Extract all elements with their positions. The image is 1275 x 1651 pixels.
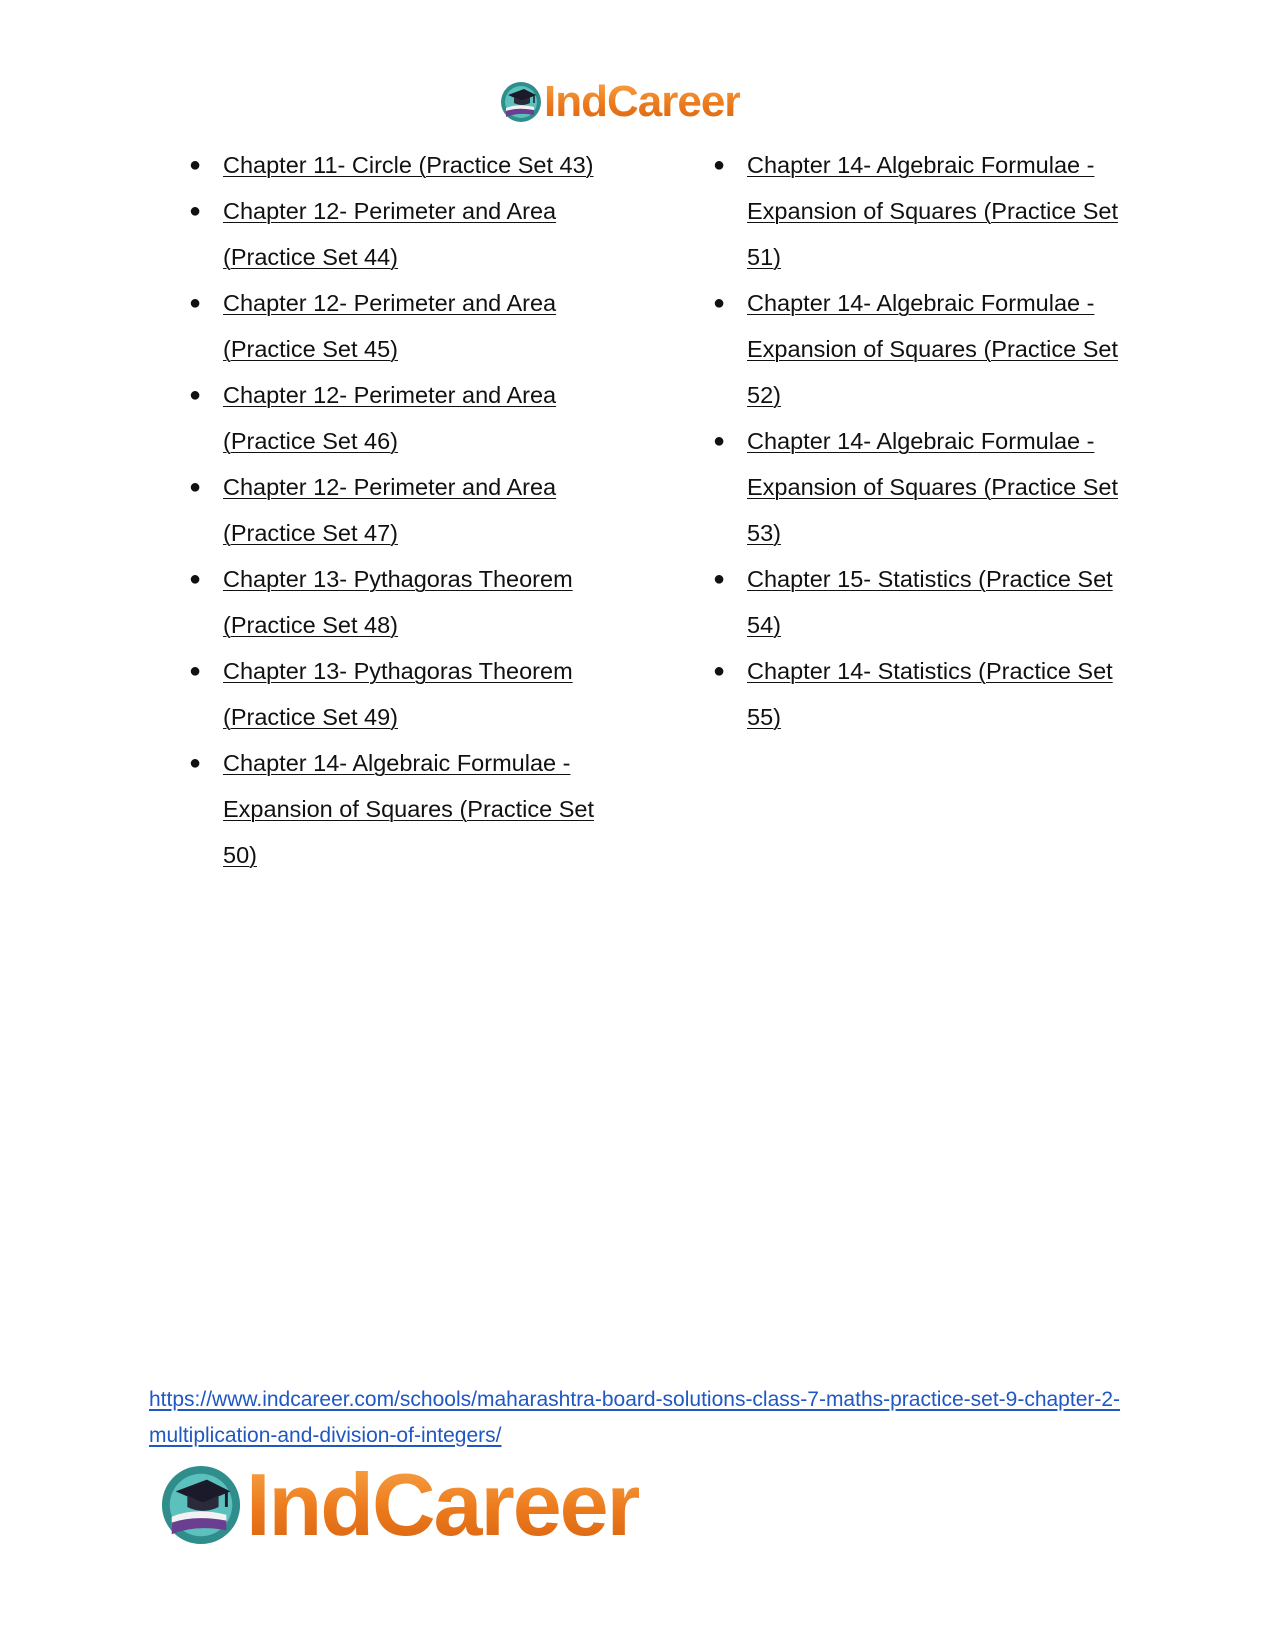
bullet-icon: ● [189,292,202,314]
bullet-icon: ● [189,568,202,590]
bullet-icon: ● [189,752,202,774]
list-item [185,464,625,556]
bullet-icon: ● [713,568,726,590]
chapter-link[interactable]: Chapter 12- Perimeter and Area (Practice Set 44) [223,198,557,270]
list-item [185,188,625,280]
chapter-link[interactable]: Chapter 14- Algebraic Formulae - Expansion of Squares (Practice Set 52) [747,290,1118,408]
header-logo-text: IndCareer [544,77,741,126]
right-chapter-list [709,142,1149,740]
footer-url-block [149,1382,1124,1454]
chapter-link[interactable]: Chapter 12- Perimeter and Area (Practice Set 47) [223,474,557,546]
chapter-link[interactable]: Chapter 14- Algebraic Formulae - Expansion of Squares (Practice Set 51) [747,152,1118,270]
chapter-link[interactable]: Chapter 11- Circle (Practice Set 43) [223,152,594,178]
bullet-icon: ● [189,660,202,682]
list-item [709,418,1149,556]
list-item [709,142,1149,280]
list-item [185,142,625,188]
bullet-icon: ● [713,660,726,682]
list-item [709,648,1149,740]
footer-logo [160,1455,639,1554]
bullet-icon: ● [189,154,202,176]
chapter-link[interactable]: Chapter 15- Statistics (Practice Set 54) [747,566,1113,638]
header-logo [500,78,740,126]
bullet-icon: ● [189,200,202,222]
chapter-link[interactable]: Chapter 13- Pythagoras Theorem (Practice Set 48) [223,566,573,638]
list-item [709,556,1149,648]
list-item [185,372,625,464]
chapter-link[interactable]: Chapter 14- Algebraic Formulae - Expansion of Squares (Practice Set 50) [223,750,594,868]
graduation-book-icon [500,81,542,123]
list-item [185,740,625,878]
chapter-link[interactable]: Chapter 12- Perimeter and Area (Practice Set 46) [223,382,557,454]
list-item [185,648,625,740]
chapter-link[interactable]: Chapter 12- Perimeter and Area (Practice Set 45) [223,290,557,362]
chapter-link[interactable]: Chapter 14- Algebraic Formulae - Expansion of Squares (Practice Set 53) [747,428,1118,546]
list-item [709,280,1149,418]
bullet-icon: ● [713,154,726,176]
bullet-icon: ● [189,476,202,498]
bullet-icon: ● [713,430,726,452]
chapter-link[interactable]: Chapter 13- Pythagoras Theorem (Practice Set 49) [223,658,573,730]
bullet-icon: ● [713,292,726,314]
list-item [185,556,625,648]
chapter-link[interactable]: Chapter 14- Statistics (Practice Set 55) [747,658,1113,730]
list-item [185,280,625,372]
graduation-book-icon [160,1464,242,1546]
bullet-icon: ● [189,384,202,406]
left-chapter-list [185,142,625,878]
footer-logo-text: IndCareer [246,1455,639,1554]
footer-url-link[interactable]: https://www.indcareer.com/schools/maharashtra-board-solutions-class-7-maths-practice-set-9-chapter-2-multiplication-and-division-of-integers/ [149,1388,1121,1447]
